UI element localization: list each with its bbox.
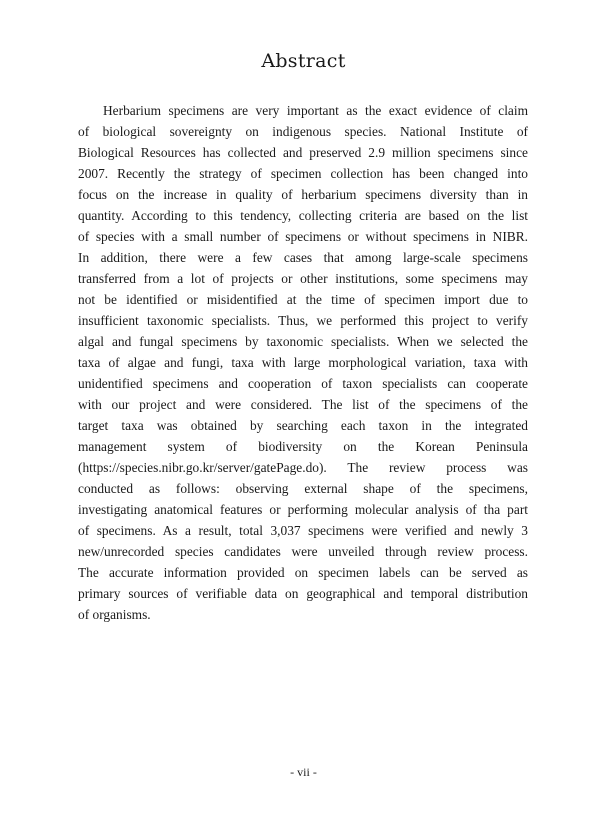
abstract-line: of biological sovereignty on indigenous species. National Institute of: [78, 124, 528, 139]
abstract-line: not be identified or misidentified at the time of specimen import due to: [78, 292, 528, 307]
abstract-line: of species with a small number of specimens or without specimens in NIBR.: [78, 229, 528, 244]
abstract-line: insufficient taxonomic specialists. Thus, we performed this project to verify: [78, 313, 528, 328]
abstract-line: The accurate information provided on specimen labels can be served as: [78, 565, 528, 580]
abstract-line: algal and fungal specimens by taxonomic specialists. When we selected the: [78, 334, 528, 349]
abstract-body: [78, 100, 528, 625]
abstract-line: management system of biodiversity on the Korean Peninsula: [78, 439, 528, 454]
abstract-line: with our project and were considered. The list of the specimens of the: [78, 397, 528, 412]
abstract-line: primary sources of verifiable data on geographical and temporal distribution: [78, 586, 528, 601]
abstract-line: focus on the increase in quality of herbarium specimens diversity than in: [78, 187, 528, 202]
abstract-line: new/unrecorded species candidates were unveiled through review process.: [78, 544, 528, 559]
abstract-line: Herbarium specimens are very important as the exact evidence of claim: [103, 103, 528, 118]
abstract-line: conducted as follows: observing external shape of the specimens,: [78, 481, 528, 496]
abstract-line: transferred from a lot of projects or other institutions, some specimens may: [78, 271, 528, 286]
abstract-line: quantity. According to this tendency, collecting criteria are based on the list: [78, 208, 528, 223]
abstract-line: unidentified specimens and cooperation of taxon specialists can cooperate: [78, 376, 528, 391]
abstract-line: 2007. Recently the strategy of specimen collection has been changed into: [78, 166, 528, 181]
page-number: - vii -: [290, 765, 317, 779]
abstract-line: taxa of algae and fungi, taxa with large morphological variation, taxa with: [78, 355, 528, 370]
abstract-line: (https://species.nibr.go.kr/server/gatePage.do). The review process was: [78, 460, 528, 475]
abstract-line: In addition, there were a few cases that among large-scale specimens: [78, 250, 528, 265]
page-title: Abstract: [261, 50, 346, 72]
abstract-line: Biological Resources has collected and preserved 2.9 million specimens since: [78, 145, 528, 160]
abstract-line: of specimens. As a result, total 3,037 specimens were verified and newly 3: [78, 523, 528, 538]
abstract-line: of organisms.: [78, 607, 151, 622]
abstract-line: target taxa was obtained by searching each taxon in the integrated: [78, 418, 528, 433]
abstract-line: investigating anatomical features or performing molecular analysis of tha part: [78, 502, 528, 517]
